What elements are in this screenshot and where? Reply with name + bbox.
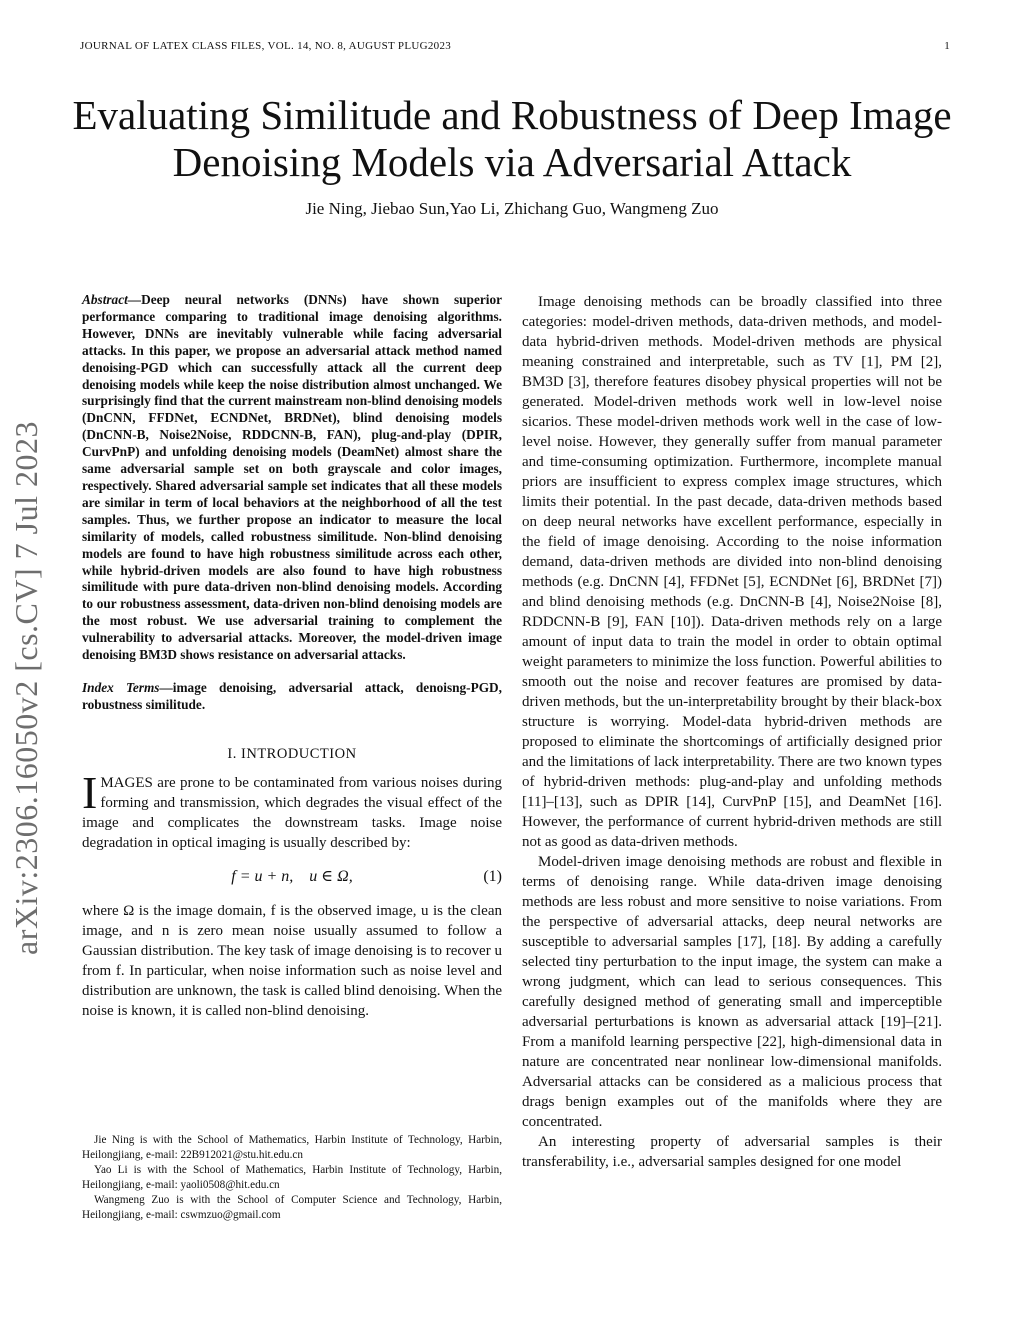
index-terms (82, 680, 502, 714)
abstract (82, 292, 502, 664)
section-title: INTRODUCTION (241, 745, 357, 762)
footnote-3: Wangmeng Zuo is with the School of Computer Science and Technology, Harbin, Heilongjiang, e-mail: cswmzuo@gmail.com (82, 1194, 502, 1221)
footnote-2: Yao Li is with the School of Mathematics, Harbin Institute of Technology, Harbin, Heilongjiang, e-mail: yaoli0508@hit.edu.cn (82, 1164, 502, 1191)
page-number: 1 (944, 40, 950, 52)
right-column (522, 292, 942, 1172)
footnotes (82, 1133, 502, 1223)
equation-body: f = u + n, u ∈ Ω, (231, 867, 353, 885)
intro-paragraph-1 (82, 766, 502, 853)
section-heading (82, 746, 502, 763)
equation-number: (1) (483, 867, 502, 885)
abstract-label: Abstract— (82, 292, 142, 307)
right-paragraph-3: An interesting property of adversarial samples is their transferability, i.e., adversarial samples designed for one model (522, 1134, 942, 1170)
index-terms-text: image denoising, adversarial attack, denoisng-PGD, robustness similitude. (82, 679, 502, 712)
arxiv-identifier: arXiv:2306.16050v2 [cs.CV] 7 Jul 2023 (8, 420, 44, 955)
index-terms-label: Index Terms— (82, 679, 173, 695)
paper-title: Evaluating Similitude and Robustness of Deep Image Denoising Models via Adversarial Attack (72, 92, 952, 185)
intro-paragraph-2: where Ω is the image domain, f is the observed image, u is the clean image, and n is zero mean noise usually assumed to follow a Gaussian distribution. The key task of image denoising is to recover u from f. In particular, when noise information such as noise level and distribution are unknown, the task is called blind denoising. When the noise is known, it is called non-blind denoising. (82, 902, 502, 1019)
intro-text-1: MAGES are prone to be contaminated from various noises during forming and transmission, which degrades the visual effect of the image and complicates the downstream tasks. Image noise degradation in optical imaging is usually described by: (82, 774, 502, 851)
footnote-1: Jie Ning is with the School of Mathematics, Harbin Institute of Technology, Harbin, Heilongjiang, e-mail: 22B912021@stu.hit.edu.cn (82, 1134, 502, 1161)
section-number: I. (227, 745, 237, 762)
right-paragraph-2: Model-driven image denoising methods are robust and flexible in terms of denoising range. While data-driven image denoising methods are less robust and more sensitive to noise variations. From the perspective of adversarial attacks, deep neural networks are susceptible to adversarial samples [17], [18]. By adding a carefully selected tiny perturbation to the input image, the system can make a wrong judgment, which can lead to serious consequences. This carefully designed method of generating small and imperceptible adversarial perturbations is known as adversarial attack [19]–[21]. From a manifold learning perspective [22], high-dimensional data in nature are concentrated near nonlinear low-dimensional manifolds. Adversarial attacks can be considered as a malicious process that drags benign examples out of the manifolds where they are concentrated. (522, 854, 942, 1130)
abstract-text: Deep neural networks (DNNs) have shown superior performance comparing to traditional image denoising algorithms. However, DNNs are inevitably vulnerable while facing adversarial attacks. In this paper, we propose an adversarial attack method named denoising-PGD which can successfully attack all the current deep denoising models while keep the noise distribution almost unchanged. We surprisingly find that the current mainstream non-blind denoising models (DnCNN, FFDNet, ECNDNet, BRDNet), blind denoising models (DnCNN-B, Noise2Noise, RDDCNN-B, FAN), plug-and-play (DPIR, CurvPnP) and unfolding denoising models (DeamNet) almost share the same adversarial sample set on both grayscale and color images, respectively. Shared adversarial sample set indicates that all these models are similar in term of local behaviors at the neighborhood of all the test samples. Thus, we further propose an indicator to measure the local similarity of models, called robustness similitude. Non-blind denoising models are found to have high robustness similitude across each other, while hybrid-driven models are also found to have high robustness similitude with pure data-driven non-blind denoising models. According to our robustness assessment, data-driven non-blind denoising models are the most robust. We use adversarial training to complement the vulnerability to adversarial attacks. Moreover, the model-driven image denoising BM3D shows resistance on adversarial attacks. (82, 292, 502, 663)
equation-1 (82, 865, 502, 889)
running-head (80, 40, 950, 52)
journal-line: JOURNAL OF LATEX CLASS FILES, VOL. 14, NO. 8, AUGUST PLUG2023 (80, 40, 452, 52)
dropcap-letter: I (82, 766, 98, 818)
author-list: Jie Ning, Jiebao Sun,Yao Li, Zhichang Guo, Wangmeng Zuo (305, 199, 719, 218)
left-column (82, 292, 502, 1021)
right-paragraph-1: Image denoising methods can be broadly classified into three categories: model-driven methods, data-driven methods, and model-data hybrid-driven methods. Model-driven methods are physical meaning constrained and interpretable, such as TV [1], PM [2], BM3D [3], therefore features disobey physical properties will not be generated. Model-driven methods work well in low-level noise sicarios. These model-driven methods work well in the case of low-level noise. However, they generally suffer from manual parameter and time-consuming optimization. Furthermore, incomplete manual priors are insufficient to express complex image structures, which limits their potential. In the past decade, data-driven methods based on deep neural networks have excellent performance, especially in the field of image denoising. According to the noise information demand, data-driven methods are divided into non-blind denoising methods (e.g. DnCNN [4], FFDNet [5], ECNDNet [6], BRDNet [7]) and blind denoising methods (e.g. DnCNN-B [4], Noise2Noise [8], RDDCNN-B [9], FAN [10]). Data-driven methods rely on a large amount of input data to train the model in order to obtain optimal weight parameters to minimize the loss function. Powerful abilities to smooth out the noise and recover features are promised by data-driven methods, but the un-interpretability brought by their black-box structure is worrying. Model-data hybrid-driven methods are proposed to eliminate the shortcomings of artificially designed prior and the limitations of lack interpretability. There are two known types of hybrid-driven methods: plug-and-play and unfolding methods [11]–[13], such as DPIR [14], CurvPnP [15], and DeamNet [16]. However, the performance of current hybrid-driven methods are still not as good as data-driven methods. (522, 294, 942, 850)
